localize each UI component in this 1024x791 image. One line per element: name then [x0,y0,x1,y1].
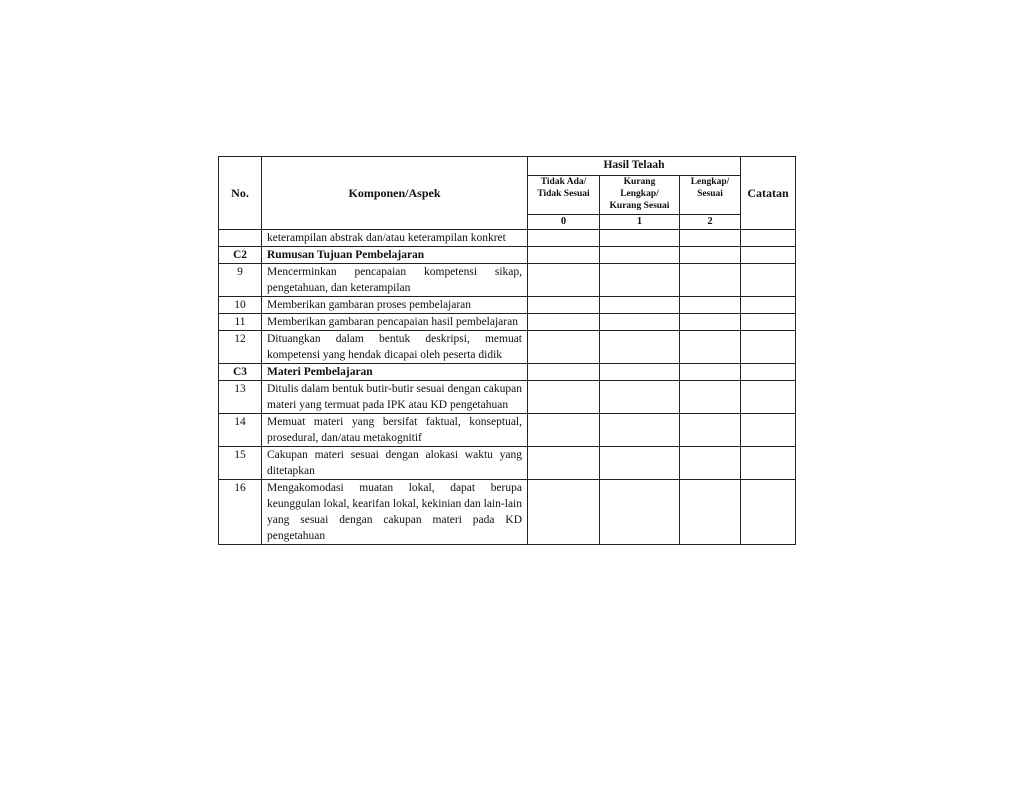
table-row [219,381,796,414]
row-number: 12 [219,331,262,364]
cell-score-0 [528,230,600,247]
cell-score-0 [528,414,600,447]
table-body [219,230,796,545]
cell-score-0 [528,480,600,545]
row-number [219,230,262,247]
cell-catatan [741,297,796,314]
cell-catatan [741,331,796,364]
cell-catatan [741,364,796,381]
cell-score-0 [528,364,600,381]
header-lengkap: Lengkap/ Sesuai [680,176,741,215]
row-number: 10 [219,297,262,314]
row-aspect: Dituangkan dalam bentuk deskripsi, memuat kompetensi yang hendak dicapai oleh peserta didik [262,331,528,364]
cell-score-1 [600,480,680,545]
header-kurang-lengkap: Kurang Lengkap/ Kurang Sesuai [600,176,680,215]
row-aspect: Memuat materi yang bersifat faktual, konseptual, prosedural, dan/atau metakognitif [262,414,528,447]
cell-catatan [741,247,796,264]
cell-catatan [741,447,796,480]
header-komponen-aspek: Komponen/Aspek [262,157,528,230]
cell-score-0 [528,314,600,331]
header-tidak-ada: Tidak Ada/ Tidak Sesuai [528,176,600,215]
table-row [219,297,796,314]
cell-score-1 [600,247,680,264]
row-aspect: Ditulis dalam bentuk butir-butir sesuai dengan cakupan materi yang termuat pada IPK atau KD pengetahuan [262,381,528,414]
section-title: Materi Pembelajaran [262,364,528,381]
section-number: C2 [219,247,262,264]
cell-score-1 [600,264,680,297]
score-0: 0 [528,215,600,230]
cell-score-2 [680,331,741,364]
table-row [219,480,796,545]
section-row [219,247,796,264]
review-table [218,156,796,545]
row-number: 14 [219,414,262,447]
cell-score-2 [680,230,741,247]
cell-score-1 [600,381,680,414]
row-aspect: keterampilan abstrak dan/atau keterampilan konkret [262,230,528,247]
cell-catatan [741,264,796,297]
section-row [219,364,796,381]
table-row [219,230,796,247]
cell-score-1 [600,314,680,331]
row-aspect: Mencerminkan pencapaian kompetensi sikap, pengetahuan, dan keterampilan [262,264,528,297]
row-number: 15 [219,447,262,480]
table-row [219,447,796,480]
cell-score-0 [528,297,600,314]
cell-catatan [741,230,796,247]
table-row [219,264,796,297]
row-aspect: Mengakomodasi muatan lokal, dapat berupa keunggulan lokal, kearifan lokal, kekinian dan lain-lain yang sesuai dengan cakupan materi pada KD pengetahuan [262,480,528,545]
header-catatan: Catatan [741,157,796,230]
cell-catatan [741,480,796,545]
cell-score-2 [680,264,741,297]
cell-score-2 [680,314,741,331]
row-aspect: Memberikan gambaran proses pembelajaran [262,297,528,314]
cell-score-1 [600,331,680,364]
cell-score-1 [600,230,680,247]
cell-score-0 [528,264,600,297]
table-row [219,414,796,447]
cell-score-0 [528,247,600,264]
cell-score-2 [680,480,741,545]
cell-catatan [741,414,796,447]
section-number: C3 [219,364,262,381]
cell-score-0 [528,331,600,364]
score-1: 1 [600,215,680,230]
table-row [219,331,796,364]
cell-score-1 [600,447,680,480]
table-row [219,314,796,331]
cell-catatan [741,381,796,414]
score-2: 2 [680,215,741,230]
row-aspect: Memberikan gambaran pencapaian hasil pembelajaran [262,314,528,331]
cell-score-1 [600,297,680,314]
cell-catatan [741,314,796,331]
row-number: 11 [219,314,262,331]
row-number: 9 [219,264,262,297]
section-title: Rumusan Tujuan Pembelajaran [262,247,528,264]
row-number: 13 [219,381,262,414]
cell-score-1 [600,364,680,381]
cell-score-2 [680,364,741,381]
header-no: No. [219,157,262,230]
header-hasil-telaah: Hasil Telaah [528,157,741,176]
cell-score-0 [528,381,600,414]
cell-score-2 [680,297,741,314]
cell-score-2 [680,381,741,414]
cell-score-2 [680,414,741,447]
row-number: 16 [219,480,262,545]
row-aspect: Cakupan materi sesuai dengan alokasi waktu yang ditetapkan [262,447,528,480]
cell-score-2 [680,447,741,480]
cell-score-0 [528,447,600,480]
cell-score-2 [680,247,741,264]
cell-score-1 [600,414,680,447]
